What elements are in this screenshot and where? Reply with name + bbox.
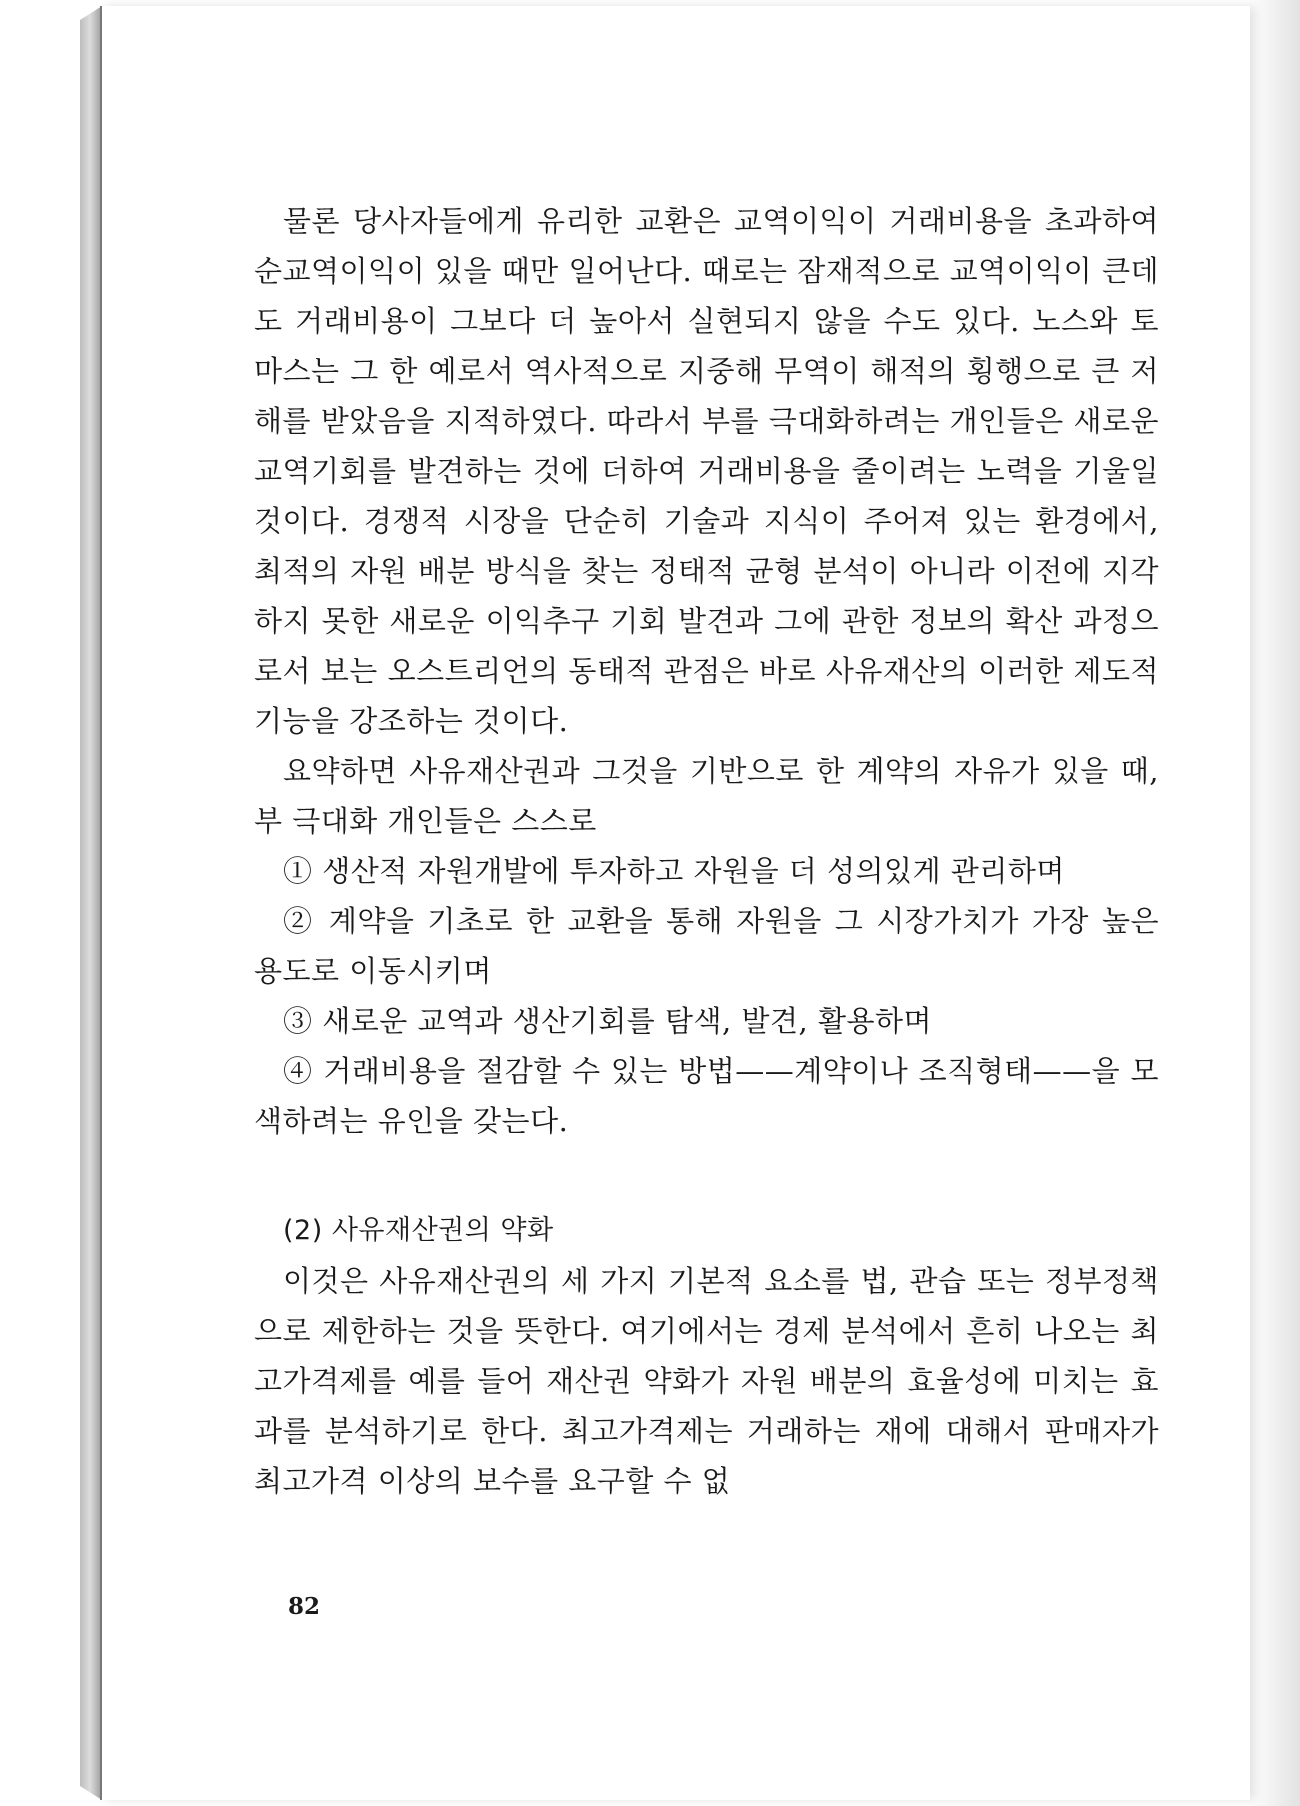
section-spacer xyxy=(254,1146,1159,1206)
page-number: 82 xyxy=(288,1593,321,1620)
list-item: ④ 거래비용을 절감할 수 있는 방법——계약이나 조직형태——을 모색하려는 유인을 갖는다. xyxy=(254,1054,1159,1138)
body-paragraph: 요약하면 사유재산권과 그것을 기반으로 한 계약의 자유가 있을 때, 부 극대화 개인들은 스스로 xyxy=(254,754,1159,838)
body-paragraph: 이것은 사유재산권의 세 가지 기본적 요소를 법, 관습 또는 정부정책으로 제한하는 것을 뜻한다. 여기에서는 경제 분석에서 흔히 나오는 최고가격제를 예를 들어 재산권 약화가 자원 배분의 효율성에 미치는 효과를 분석하기로 한다. 최고가격제는 거래하는 재에 대해서 판매자가 최고가격 이상의 보수를 요구할 수 없 xyxy=(254,1264,1159,1498)
list-item: ① 생산적 자원개발에 투자하고 자원을 더 성의있게 관리하며 xyxy=(283,854,1065,888)
section-heading: (2) 사유재산권의 약화 xyxy=(283,1215,554,1246)
book-spine-edge xyxy=(80,6,102,1800)
body-paragraph: 물론 당사자들에게 유리한 교환은 교역이익이 거래비용을 초과하여 순교역이익이 있을 때만 일어난다. 때로는 잠재적으로 교역이익이 큰데도 거래비용이 그보다 더 높아서 실현되지 않을 수도 있다. 노스와 토마스는 그 한 예로서 역사적으로 지중해 무역이 해적의 횡행으로 큰 저해를 받았음을 지적하였다. 따라서 부를 극대화하려는 개인들은 새로운 교역기회를 발견하는 것에 더하여 거래비용을 줄이려는 노력을 기울일 것이다. 경쟁적 시장을 단순히 기술과 지식이 주어져 있는 환경에서, 최적의 자원 배분 방식을 찾는 정태적 균형 분석이 아니라 이전에 지각하지 못한 새로운 이익추구 기회 발견과 그에 관한 정보의 확산 과정으로서 보는 오스트리언의 동태적 관점은 바로 사유재산의 이러한 제도적 기능을 강조하는 것이다. xyxy=(254,204,1159,738)
list-item: ② 계약을 기초로 한 교환을 통해 자원을 그 시장가치가 가장 높은 용도로 이동시키며 xyxy=(254,904,1159,988)
list-item: ③ 새로운 교역과 생산기회를 탐색, 발견, 활용하며 xyxy=(283,1004,933,1038)
page-body xyxy=(254,196,1159,1506)
